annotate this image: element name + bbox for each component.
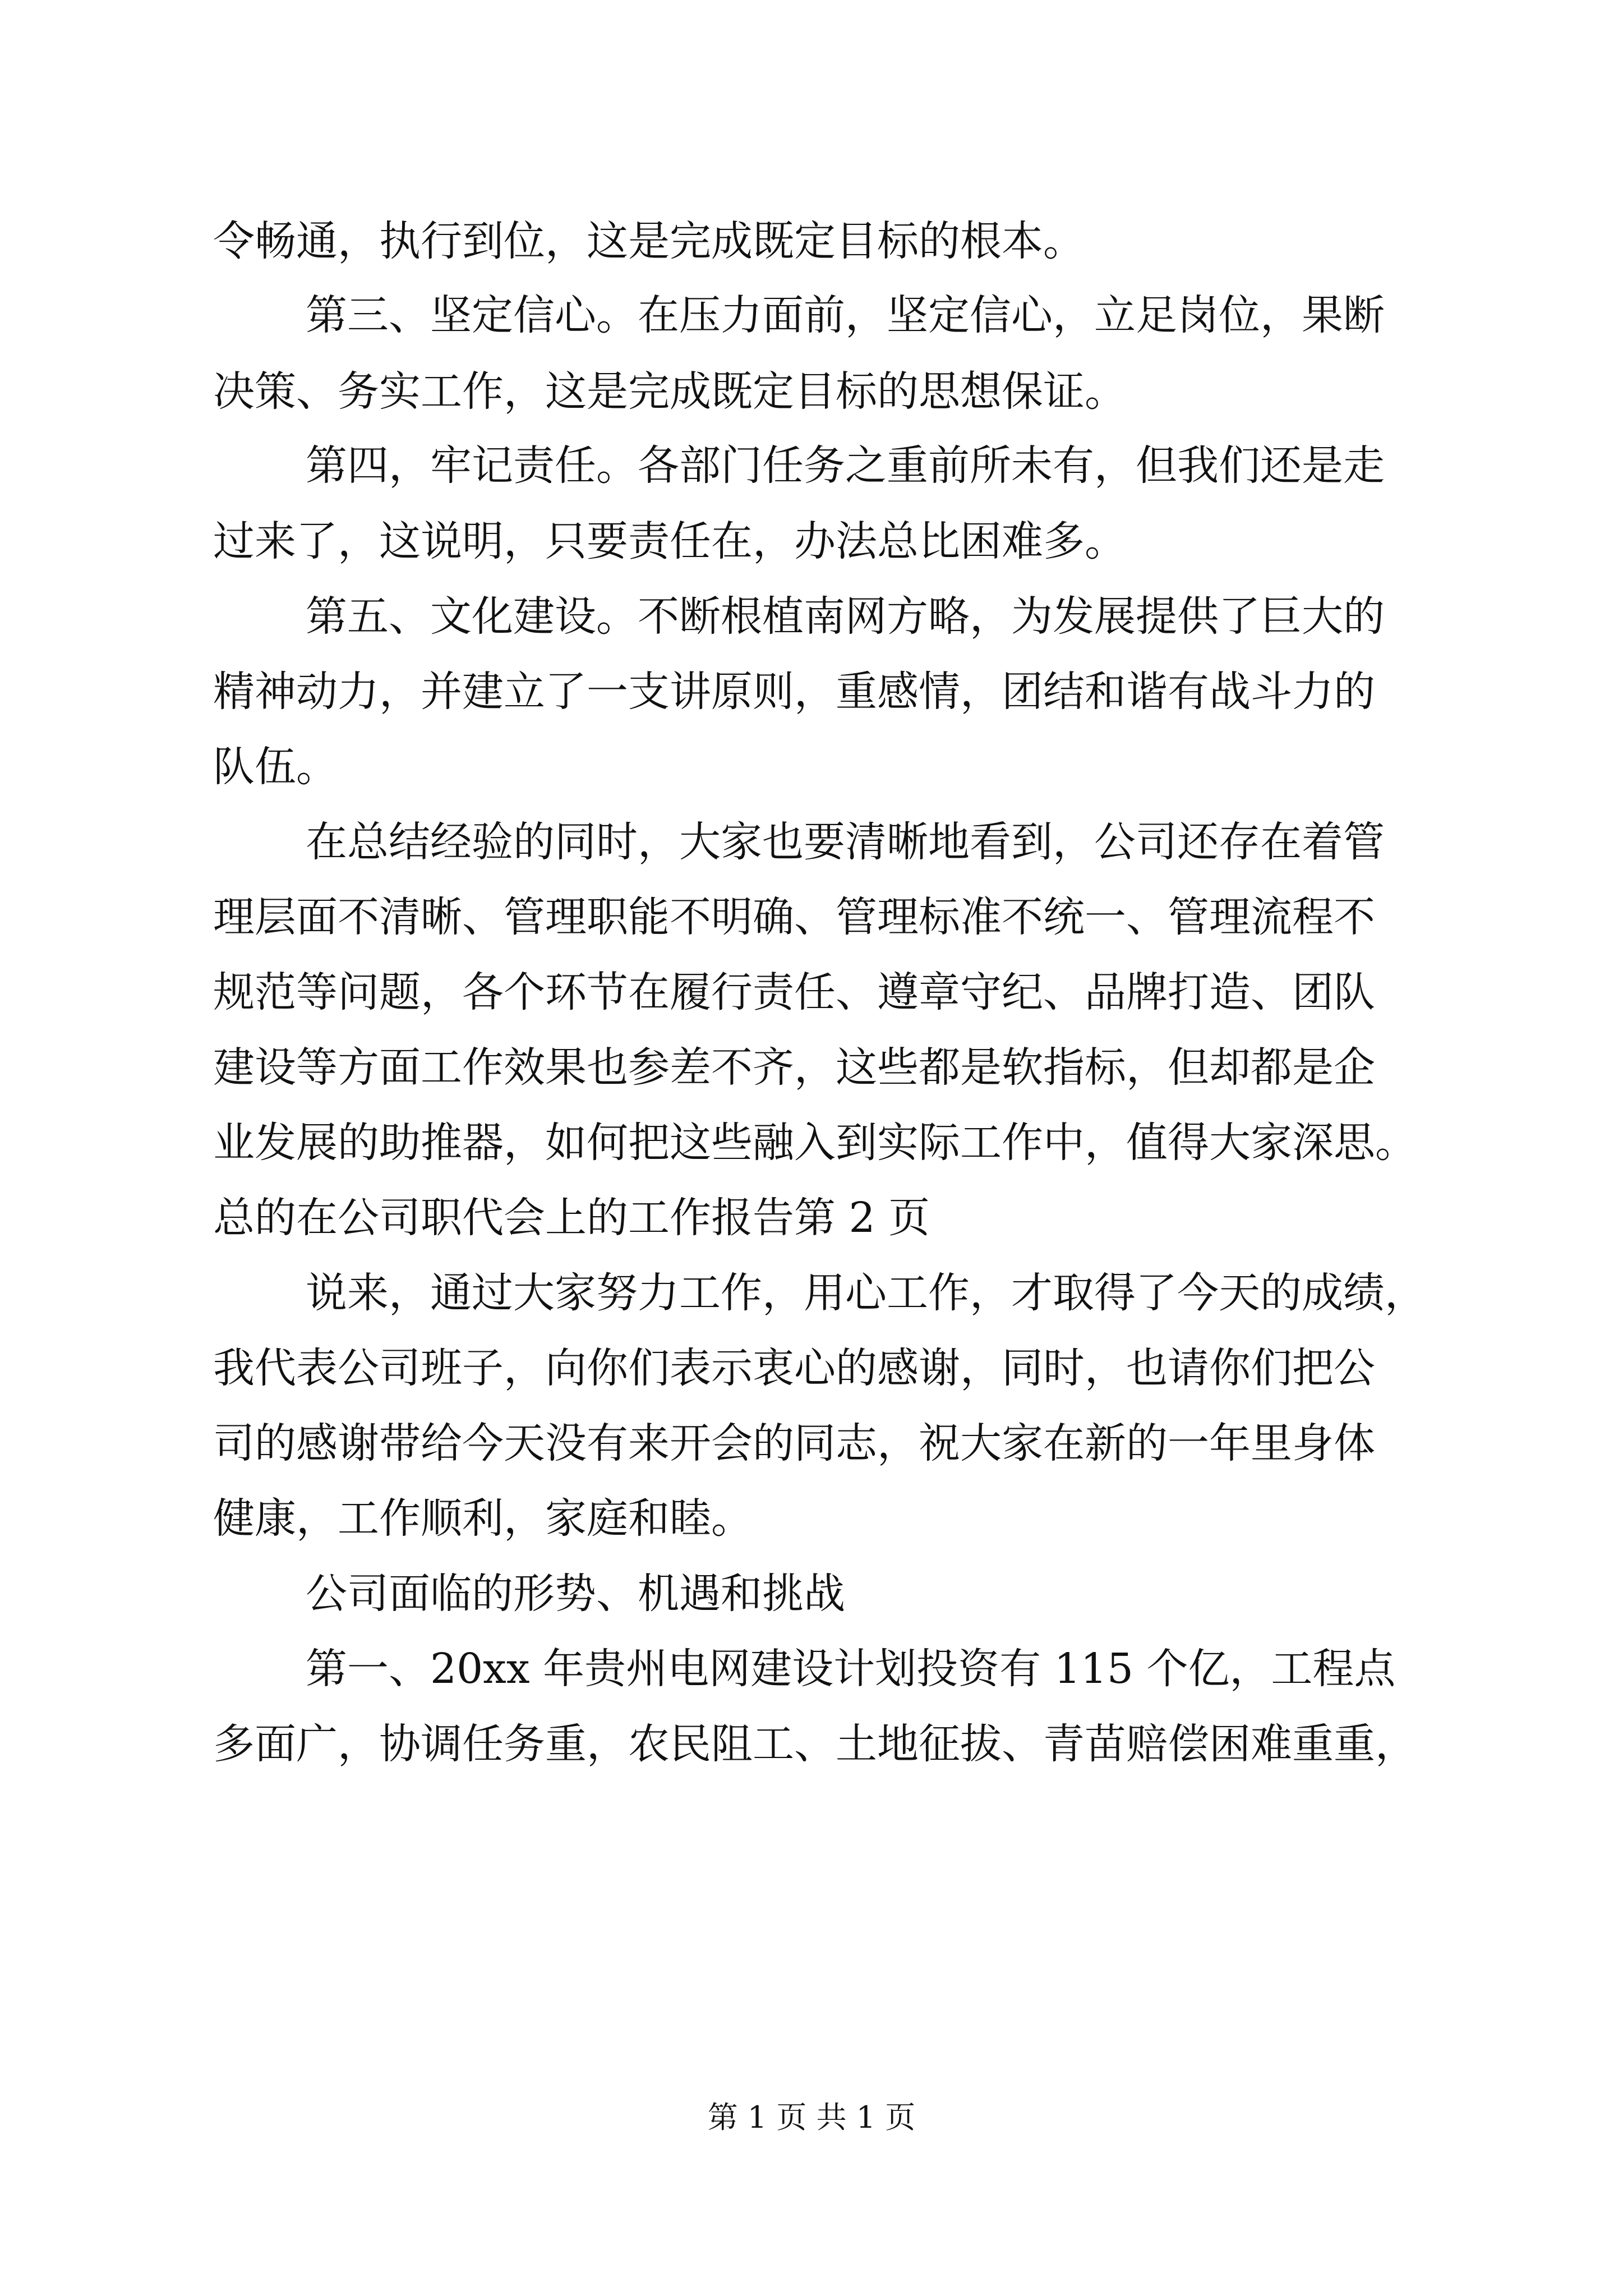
section-heading: 公司面临的形势、机遇和挑战	[306, 1570, 845, 1618]
text-line: 理层面不清晰、管理职能不明确、管理标准不统一、管理流程不	[213, 893, 1375, 941]
page-footer: 第 1 页 共 1 页	[707, 2100, 916, 2135]
text-line: 精神动力，并建立了一支讲原则，重感情，团结和谐有战斗力的	[213, 668, 1375, 716]
text-line: 规范等问题，各个环节在履行责任、遵章守纪、品牌打造、团队	[213, 968, 1375, 1016]
text-line: 第一、20xx 年贵州电网建设计划投资有 115 个亿，工程点	[306, 1645, 1396, 1693]
text-line: 第四，牢记责任。各部门任务之重前所未有，但我们还是走	[306, 441, 1385, 490]
text-line: 在总结经验的同时，大家也要清晰地看到，公司还存在着管	[306, 818, 1385, 866]
text-line: 队伍。	[213, 743, 338, 791]
text-line: 第三、坚定信心。在压力面前，坚定信心，立足岗位，果断	[306, 291, 1385, 339]
text-line: 第五、文化建设。不断根植南网方略，为发展提供了巨大的	[306, 592, 1385, 641]
text-line: 我代表公司班子，向你们表示衷心的感谢，同时，也请你们把公	[213, 1344, 1375, 1392]
text-line: 决策、务实工作，这是完成既定目标的思想保证。	[213, 367, 1126, 416]
text-line: 业发展的助推器，如何把这些融入到实际工作中，值得大家深思。	[213, 1119, 1417, 1167]
text-line: 令畅通，执行到位，这是完成既定目标的根本。	[213, 217, 1085, 265]
text-line: 总的在公司职代会上的工作报告第 2 页	[213, 1194, 930, 1242]
text-line: 多面广，协调任务重，农民阻工、土地征拔、青苗赔偿困难重重，	[213, 1720, 1417, 1768]
text-line: 说来，通过大家努力工作，用心工作，才取得了今天的成绩，	[306, 1269, 1426, 1317]
text-line: 过来了，这说明，只要责任在，办法总比困难多。	[213, 517, 1126, 565]
text-line: 建设等方面工作效果也参差不齐，这些都是软指标，但却都是企	[213, 1043, 1375, 1092]
text-line: 司的感谢带给今天没有来开会的同志，祝大家在新的一年里身体	[213, 1419, 1375, 1467]
text-line: 健康，工作顺利，家庭和睦。	[213, 1494, 753, 1543]
